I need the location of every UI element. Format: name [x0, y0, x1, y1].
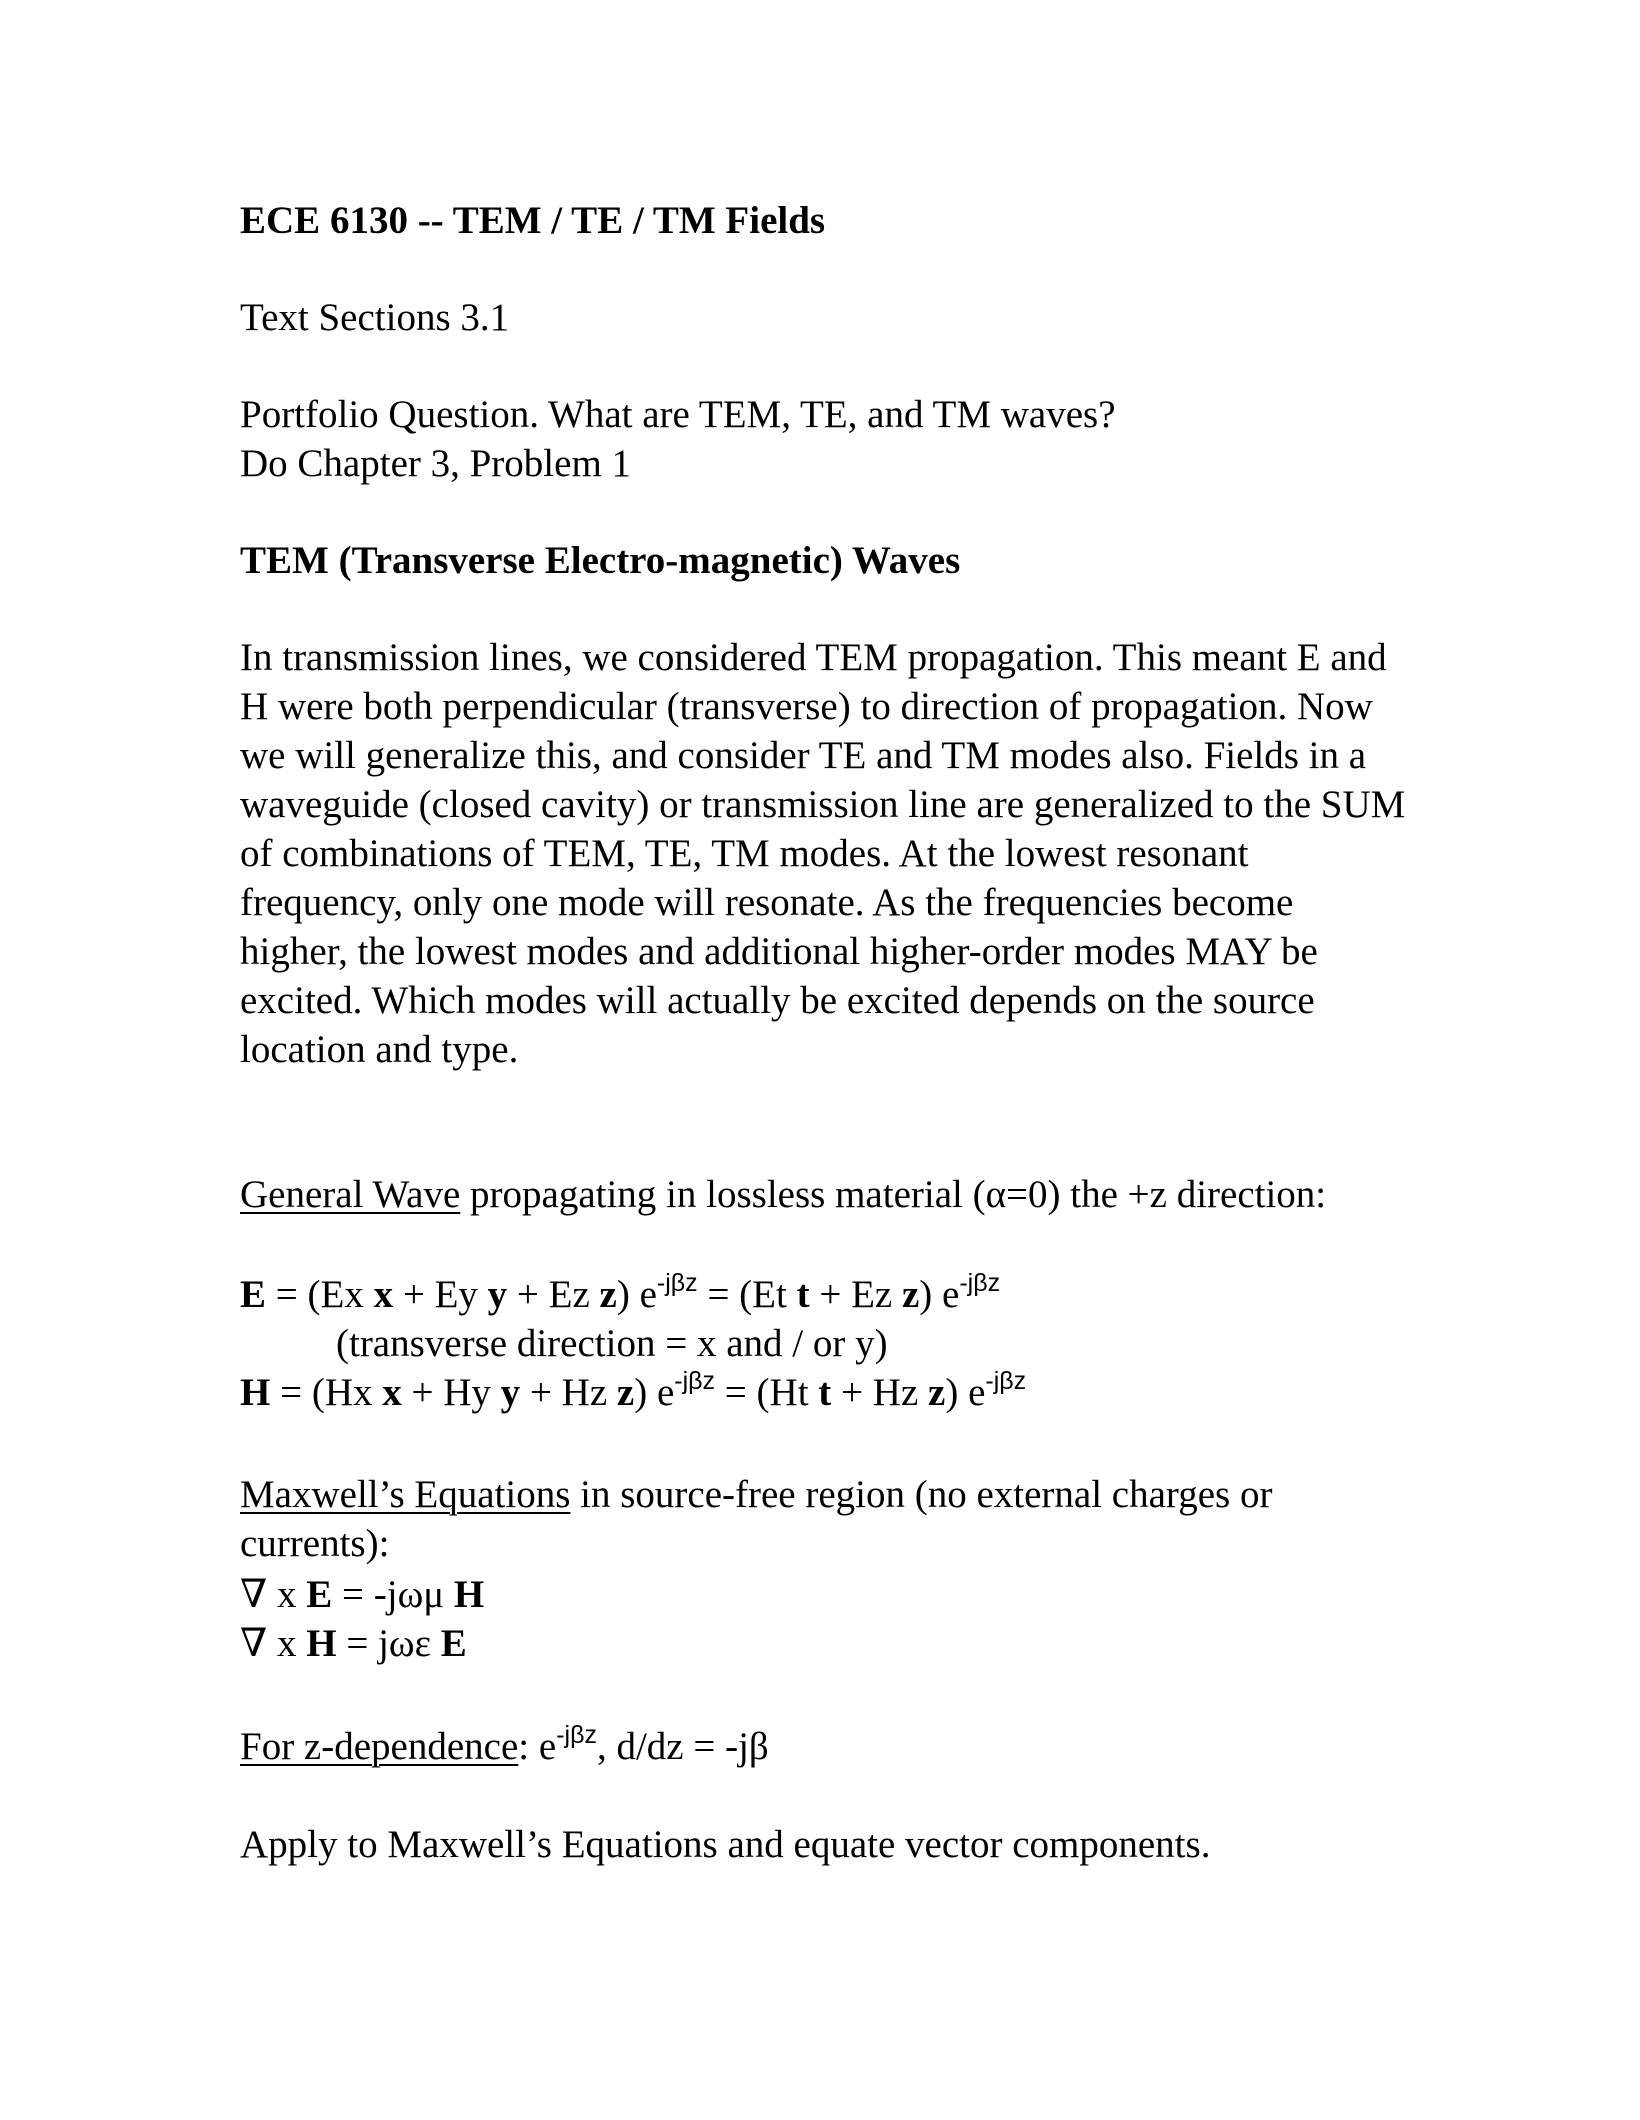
- e-field-equation: E = (Ex x + Ey y + Ez z) $e^{-j\beta z} = (Et$ t + Ez z) $e^{-j\beta z}$: [240, 1269, 1001, 1316]
- maxwell-intro: [240, 1470, 1410, 1568]
- portfolio-question: Portfolio Question. What are TEM, TE, and TM waves?: [240, 393, 1116, 436]
- text-sections: Text Sections 3.1: [240, 296, 510, 339]
- h-field-equation: H = (Hx x + Hy y + Hz z) $e^{-j\beta z} = (Ht$ t + Hz z) $e^{-j\beta z}$: [240, 1367, 1027, 1414]
- maxwell-label: Maxwell’s Equations: [240, 1473, 571, 1516]
- maxwell-rest: in source-free region (no external charges or currents):: [240, 1473, 1273, 1565]
- general-wave-label: General Wave: [240, 1173, 461, 1216]
- general-wave-intro: [240, 1170, 1410, 1219]
- tem-paragraph: In transmission lines, we considered TEM propagation. This meant E and H were both perpendicular (transverse) to direction of propagation. Now we will generalize this, and consider TE and TM modes also. Fields in a waveguide (closed cavity) or transmission line are generalized to the SUM of combinations of TEM, TE, TM modes. At the lowest resonant frequency, only one mode will resonate. As the frequencies become higher, the lowest modes and additional higher-order modes MAY be excited. Which modes will actually be excited depends on the source location and type.: [240, 636, 1406, 1071]
- document-title: ECE 6130 -- TEM / TE / TM Fields: [240, 199, 826, 242]
- z-dependence-label: For z-dependence: [240, 1725, 519, 1768]
- general-wave-rest: propagating in lossless material (α=0) the +z direction:: [460, 1173, 1327, 1216]
- tem-heading: TEM (Transverse Electro-magnetic) Waves: [240, 539, 961, 582]
- do-problem: Do Chapter 3, Problem 1: [240, 442, 632, 485]
- maxwell-equation-1: ∇ x E = -jωμ H: [240, 1573, 485, 1616]
- apply-text: Apply to Maxwell’s Equations and equate vector components.: [240, 1823, 1211, 1866]
- z-dependence: For z-dependence: $e^{-j\beta z}$, d/dz = -jβ: [240, 1721, 769, 1768]
- maxwell-equation-2: ∇ x H = jωε E: [240, 1622, 467, 1665]
- transverse-note: (transverse direction = x and / or y): [336, 1322, 888, 1365]
